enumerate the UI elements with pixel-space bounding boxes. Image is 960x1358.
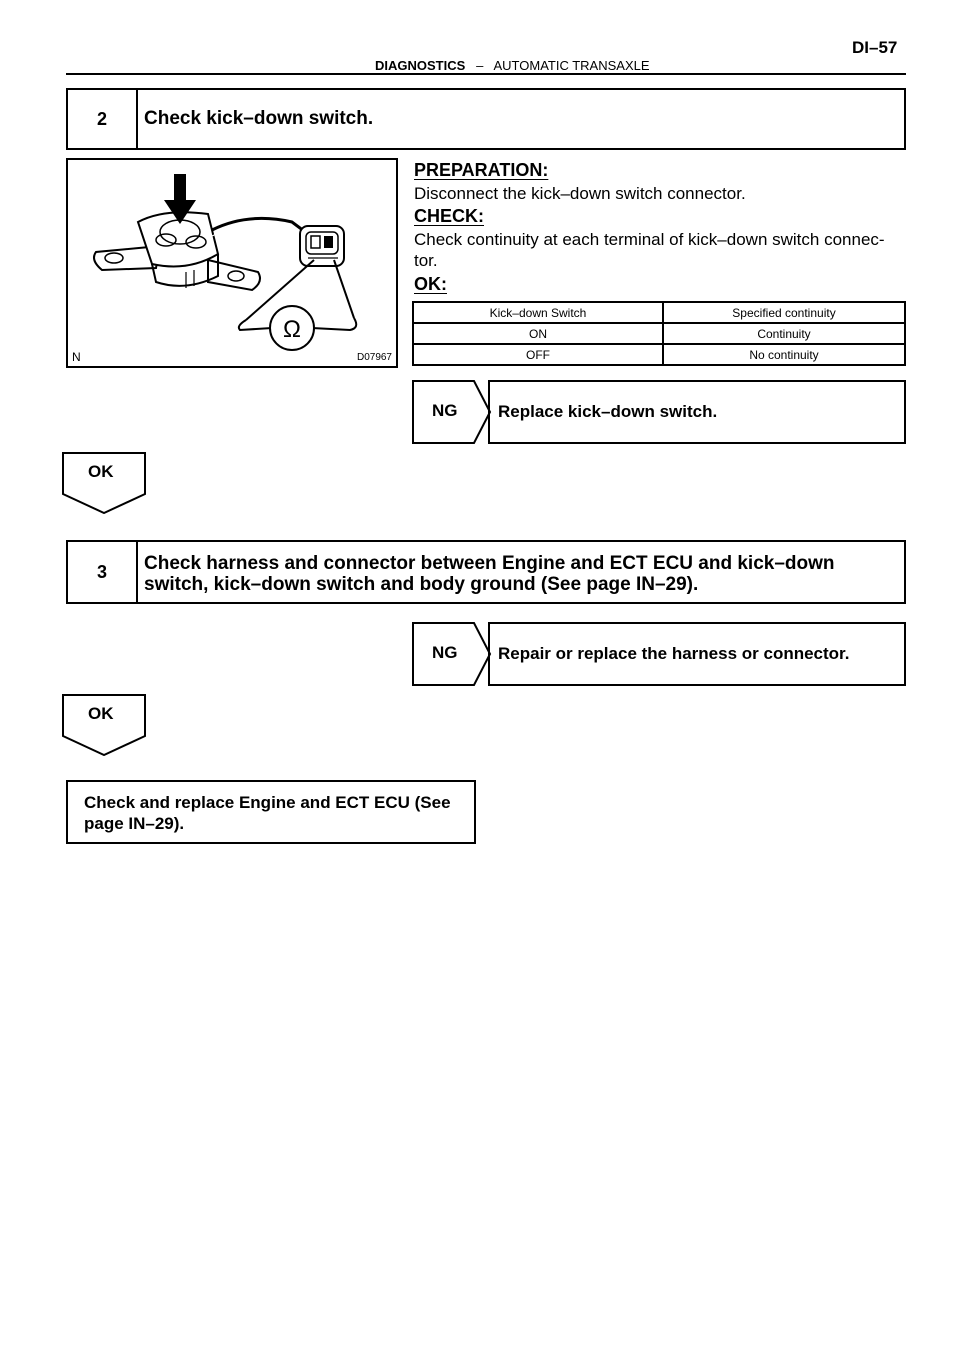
figure-code: D07967 (356, 352, 392, 363)
step-3-ok-tab (62, 694, 148, 756)
table-cell: No continuity (663, 344, 905, 365)
step-3-ng-action: Repair or replace the harness or connector. (498, 644, 850, 663)
section-title: DIAGNOSTICS (375, 58, 466, 73)
final-action-line-2: page IN–29). (84, 814, 185, 833)
check-label: CHECK: (414, 206, 484, 226)
step-2-ok-label: OK (88, 462, 114, 481)
step-3-ok-label: OK (88, 704, 114, 723)
step-2-box (66, 88, 906, 150)
final-action-box (66, 780, 476, 844)
section-separator: – (476, 58, 484, 73)
step-3-title-line-2: switch, kick–down switch and body ground (See page IN–29). (144, 574, 699, 595)
step-2-ok-tab (62, 452, 148, 514)
step-3-title-line-1: Check harness and connector between Engine and ECT ECU and kick–down (144, 553, 835, 574)
table-row (413, 323, 905, 344)
ohm-symbol: Ω (283, 316, 301, 343)
kick-down-switch-illustration (68, 160, 396, 366)
final-action-line-1: Check and replace Engine and ECT ECU (See (84, 793, 451, 812)
step-2-title: Check kick–down switch. (144, 108, 374, 129)
step-2-ng-tab (412, 380, 492, 444)
preparation-label: PREPARATION: (414, 160, 549, 180)
figure-corner-label: N (72, 350, 81, 364)
table-cell: Continuity (663, 323, 905, 344)
table-row (413, 344, 905, 365)
subsection-title: AUTOMATIC TRANSAXLE (493, 58, 650, 73)
table-header-row (413, 302, 905, 323)
step-3-ng-tab (412, 622, 492, 686)
table-cell: ON (413, 323, 663, 344)
section-header (375, 58, 650, 73)
step-3-number: 3 (68, 542, 138, 602)
step-3-ng-label: NG (432, 643, 458, 662)
table-header: Specified continuity (663, 302, 905, 323)
check-text: Check continuity at each terminal of kick–down switch connec- tor. (414, 230, 885, 270)
header-rule (66, 73, 906, 75)
step-3-box (66, 540, 906, 604)
table-header: Kick–down Switch (413, 302, 663, 323)
step-2-number: 2 (68, 90, 138, 148)
step-2-ng-action-box (488, 380, 906, 444)
preparation-text: Disconnect the kick–down switch connector. (414, 184, 746, 203)
step-2-ng-label: NG (432, 401, 458, 420)
final-action-text (84, 792, 464, 834)
table-cell: OFF (413, 344, 663, 365)
step-3-ng-action-box (488, 622, 906, 686)
page-number: DI–57 (852, 38, 898, 57)
continuity-table (412, 301, 906, 366)
step-2-ng-action: Replace kick–down switch. (498, 402, 718, 421)
ok-criteria-label: OK: (414, 274, 447, 294)
kick-down-switch-figure (66, 158, 398, 368)
